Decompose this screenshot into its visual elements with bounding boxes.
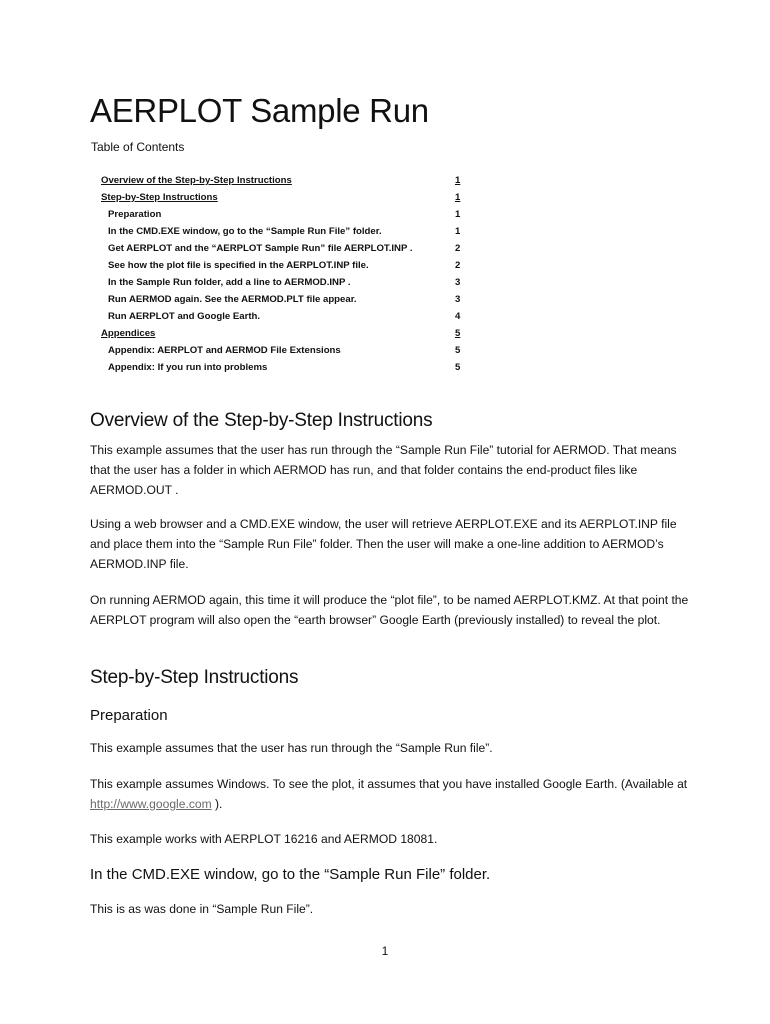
toc-entry-label: Overview of the Step-by-Step Instructions [101,175,292,186]
toc-entry[interactable] [0,206,770,223]
cmd-window-heading: In the CMD.EXE window, go to the “Sample Run File” folder. [90,866,491,883]
preparation-paragraph-2-tail: ). [211,797,223,811]
toc-entry[interactable] [0,189,770,206]
toc-entry-page: 1 [455,209,461,220]
toc-entry[interactable] [0,325,770,342]
toc-entry-page: 1 [455,226,461,237]
overview-paragraph-2: Using a web browser and a CMD.EXE window, the user will retrieve AERPLOT.EXE and its AERPLOT.INP file and place them into the “Sample Run File” folder. Then the user will make a one-line addition to AERMOD’s AERMOD.INP file. [90,517,677,571]
toc-entry[interactable] [0,359,770,376]
toc-entry-label: Step-by-Step Instructions [101,192,218,203]
toc-entry[interactable] [0,240,770,257]
toc-entry-label: Run AERPLOT and Google Earth. [108,311,261,322]
steps-heading: Step-by-Step Instructions [90,667,299,688]
preparation-paragraph-2 [90,774,690,814]
toc-entry-page: 5 [455,345,461,356]
toc-entry-label: In the CMD.EXE window, go to the “Sample Run File” folder. [108,226,382,237]
toc-entry-page: 2 [455,243,461,254]
overview-heading: Overview of the Step-by-Step Instructions [90,410,433,431]
toc-heading: Table of Contents [91,140,185,154]
page-number: 1 [381,944,389,958]
toc-entry-label: Run AERMOD again. See the AERMOD.PLT file appear. [108,294,357,305]
toc-entry-label: Preparation [108,209,162,220]
toc-entry-page: 3 [455,294,461,305]
preparation-paragraph-3: This example works with AERPLOT 16216 and AERMOD 18081. [90,832,438,846]
toc-entry-label: See how the plot file is specified in the AERPLOT.INP file. [108,260,369,271]
toc-entry-label: Get AERPLOT and the “AERPLOT Sample Run” file AERPLOT.INP . [108,243,413,254]
toc-entry[interactable] [0,291,770,308]
toc-entry-label: Appendices [101,328,156,339]
toc-entry[interactable] [0,274,770,291]
preparation-paragraph-2-text: This example assumes Windows. To see the plot, it assumes that you have installed Google Earth. (Available at [90,777,688,791]
toc-entry-label: Appendix: If you run into problems [108,362,268,373]
cmd-window-paragraph-1: This is as was done in “Sample Run File”. [90,902,314,916]
toc-entry[interactable] [0,172,770,189]
toc-entry-page: 5 [455,362,461,373]
toc-entry-page: 1 [455,175,461,186]
toc-entry[interactable] [0,223,770,240]
overview-paragraph-1: This example assumes that the user has run through the “Sample Run File” tutorial for AERMOD. That means that the user has a folder in which AERMOD has run, and that folder contains the end-product files like AERMOD.OUT . [90,443,677,497]
toc-entry-label: Appendix: AERPLOT and AERMOD File Extensions [108,345,341,356]
table-of-contents [0,172,770,376]
preparation-paragraph-1: This example assumes that the user has run through the “Sample Run file”. [90,741,493,755]
toc-entry-page: 3 [455,277,461,288]
toc-entry-page: 5 [455,328,461,339]
google-link[interactable]: http://www.google.com [90,797,212,811]
toc-entry-page: 4 [455,311,461,322]
toc-entry[interactable] [0,342,770,359]
toc-entry[interactable] [0,308,770,325]
toc-entry[interactable] [0,257,770,274]
overview-paragraph-3: On running AERMOD again, this time it will produce the “plot file”, to be named AERPLOT.KMZ. At that point the AERPLOT program will also open the “earth browser” Google Earth (previously installed) to reveal the plot. [90,593,689,627]
toc-entry-label: In the Sample Run folder, add a line to AERMOD.INP . [108,277,351,288]
toc-entry-page: 2 [455,260,461,271]
document-title: AERPLOT Sample Run [90,92,429,129]
preparation-heading: Preparation [90,707,168,724]
toc-entry-page: 1 [455,192,461,203]
